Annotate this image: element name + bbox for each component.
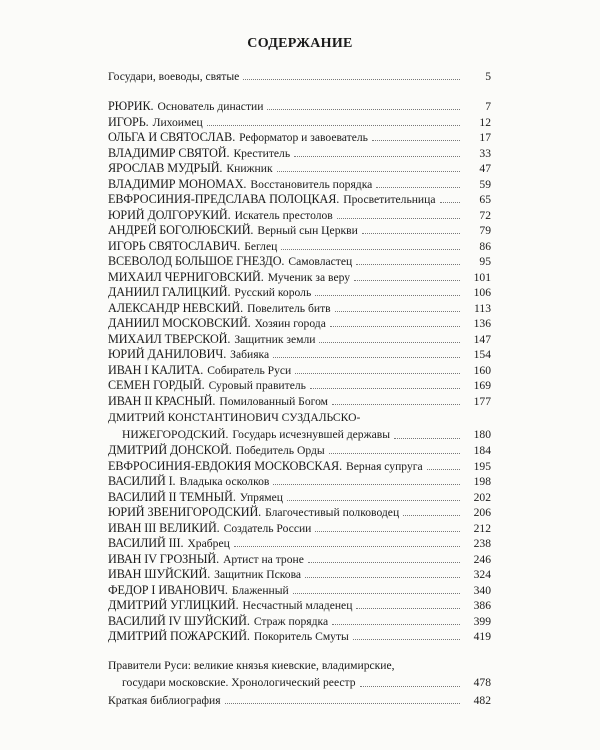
toc-entry-line [108, 673, 491, 690]
toc-entry-subtitle: Книжник [226, 162, 273, 175]
toc-entry-subtitle: Хозяин города [254, 317, 326, 330]
toc-entry-name: ВАСИЛИЙ IV ШУЙСКИЙ. [108, 613, 250, 628]
toc-entry[interactable] [108, 313, 491, 330]
toc-entry-name: СЕМЕН ГОРДЫЙ. [108, 378, 205, 392]
toc-entry[interactable] [108, 267, 491, 284]
toc-entry[interactable] [108, 127, 491, 144]
toc-page-number: 5 [485, 70, 491, 83]
dot-leader [207, 124, 460, 126]
toc-page-number: 79 [479, 224, 491, 237]
toc-page-number: 95 [479, 255, 491, 268]
toc-entry[interactable] [108, 96, 491, 113]
toc-entry[interactable] [108, 329, 491, 346]
toc-entry-text: Правители Руси: великие князья киевские, владимирские, [108, 658, 395, 672]
toc-page-number: 59 [479, 177, 491, 191]
toc-page-number: 72 [479, 208, 491, 222]
toc-entry[interactable] [108, 471, 491, 488]
dot-leader [295, 372, 460, 374]
dot-leader [353, 638, 460, 640]
dot-leader [354, 279, 460, 281]
dot-leader [394, 438, 460, 439]
dot-leader [281, 248, 460, 250]
toc-entry-text: государи московские. Хронологический реестр [122, 675, 356, 689]
toc-page-number: 202 [473, 490, 491, 504]
dot-leader [243, 78, 460, 80]
toc-page-number: 238 [473, 537, 491, 550]
toc-entry-subtitle: Государь исчезнувшей державы [232, 428, 390, 441]
dot-leader [330, 325, 460, 327]
toc-entry-subtitle: Артист на троне [223, 552, 304, 566]
toc-entry-name: НИЖЕГОРОДСКИЙ. [122, 428, 229, 441]
toc-entry-name: ДМИТРИЙ ПОЖАРСКИЙ. [108, 629, 250, 643]
toc-entry-name: ИВАН III ВЕЛИКИЙ. [108, 520, 220, 535]
toc-entry-name: ЯРОСЛАВ МУДРЫЙ. [108, 161, 223, 175]
toc-entry[interactable] [108, 626, 491, 643]
toc-page-number: 399 [473, 614, 491, 628]
toc-entry-name: ОЛЬГА И СВЯТОСЛАВ. [108, 130, 236, 144]
toc-entry-name: ВСЕВОЛОД БОЛЬШОЕ ГНЕЗДО. [108, 254, 285, 268]
toc-entry-text: Краткая библиография [108, 693, 221, 707]
toc-entry-name: ВЛАДИМИР СВЯТОЙ. [108, 145, 230, 160]
toc-page-number: 65 [479, 193, 491, 206]
toc-entry-subtitle: Храбрец [187, 537, 230, 550]
dot-leader [362, 232, 460, 234]
page-title: СОДЕРЖАНИЕ [247, 36, 353, 51]
dot-leader [308, 561, 460, 563]
toc-entry[interactable] [108, 391, 491, 408]
toc-entry[interactable] [108, 174, 491, 191]
toc-entry-subtitle: Русский король [234, 286, 312, 299]
toc-page-number: 86 [479, 239, 491, 253]
dot-leader [356, 263, 460, 265]
toc-entry-name: МИХАИЛ ЧЕРНИГОВСКИЙ. [108, 269, 264, 284]
toc-entry[interactable] [108, 344, 491, 361]
dot-leader [293, 592, 460, 594]
toc-entry[interactable] [108, 360, 491, 377]
toc-entry-subtitle: Суровый правитель [208, 379, 306, 392]
toc-entry-subtitle: Создатель России [223, 521, 312, 535]
toc-entry[interactable] [108, 298, 491, 315]
toc-entry-name: ИВАН ШУЙСКИЙ. [108, 567, 211, 581]
dot-leader [319, 341, 460, 343]
toc-entry-name: ВАСИЛИЙ III. [108, 536, 184, 550]
toc-page-number: 147 [473, 332, 491, 346]
dot-leader [360, 686, 460, 687]
toc-entry[interactable] [108, 220, 491, 237]
toc-entry[interactable] [108, 690, 491, 707]
toc-entry[interactable] [108, 205, 491, 222]
toc-page-number: 195 [473, 459, 491, 473]
toc-entry-name: ЮРИЙ ДОЛГОРУКИЙ. [108, 207, 231, 222]
toc-page-number: 184 [473, 444, 491, 457]
toc-entry-name: ИВАН IV ГРОЗНЫЙ. [108, 551, 220, 566]
dot-leader [315, 294, 460, 296]
toc-entry-name: ИГОРЬ СВЯТОСЛАВИЧ. [108, 238, 241, 253]
toc-entry-subtitle: Победитель Орды [235, 444, 325, 457]
toc-entry-subtitle: Защитник Пскова [214, 568, 302, 581]
dot-leader [337, 217, 460, 219]
toc-entry-name: ВАСИЛИЙ II ТЕМНЫЙ. [108, 489, 236, 504]
toc-entry-line [108, 408, 491, 425]
toc-entry-line [108, 656, 491, 673]
toc-page-number: 206 [473, 506, 491, 519]
dot-leader [234, 545, 460, 547]
toc-page-number: 198 [473, 475, 491, 488]
toc-entry-name: ВАСИЛИЙ I. [108, 474, 176, 488]
toc-entry-name: ФЕДОР I ИВАНОВИЧ. [108, 582, 228, 597]
dot-leader [332, 403, 460, 405]
toc-entry-subtitle: Блаженный [231, 583, 289, 597]
toc-entry-title [108, 70, 239, 83]
dot-leader [403, 514, 460, 516]
toc-entry[interactable] [108, 580, 491, 597]
toc-entry-subtitle: Верная супруга [346, 459, 423, 473]
toc-entry-subtitle: Забияка [230, 348, 270, 361]
toc-entry-title [108, 694, 221, 707]
toc-entry[interactable] [108, 189, 491, 206]
toc-entry-name: МИХАИЛ ТВЕРСКОЙ. [108, 331, 231, 346]
toc-entry[interactable] [108, 502, 491, 519]
toc-entry-subtitle: Верный сын Церкви [257, 224, 358, 237]
toc-entry[interactable] [108, 533, 491, 550]
toc-entry-subtitle: Страж порядка [253, 614, 329, 628]
toc-page-number: 33 [479, 146, 491, 160]
toc-entry[interactable] [108, 595, 491, 612]
toc-entry[interactable] [108, 611, 491, 628]
dot-leader [440, 201, 461, 203]
toc-entry[interactable] [108, 440, 491, 457]
toc-entry-subtitle: Упрямец [239, 490, 283, 504]
toc-page-number: 106 [473, 286, 491, 299]
toc-entry[interactable] [108, 487, 491, 504]
dot-leader [329, 452, 460, 454]
toc-page-number: 386 [473, 599, 491, 612]
dot-leader [315, 530, 460, 532]
toc-page-number: 47 [479, 162, 491, 175]
toc-entry-name: ЮРИЙ ДАНИЛОВИЧ. [108, 347, 227, 361]
dot-leader [305, 576, 460, 578]
toc-page-number: 419 [473, 630, 491, 643]
toc-entry-name: ДАНИИЛ ГАЛИЦКИЙ. [108, 285, 231, 299]
toc-page-number: 17 [479, 131, 491, 144]
toc-entry[interactable] [108, 66, 491, 83]
toc-entry[interactable] [108, 456, 491, 473]
toc-entry-subtitle: Помилованный Богом [219, 394, 329, 408]
toc-page-number: 212 [473, 521, 491, 535]
dot-leader [273, 483, 460, 485]
toc-entry-appendix[interactable] [108, 656, 491, 690]
toc-entry-wrapped[interactable] [108, 408, 491, 442]
toc-entry-name: ЕВФРОСИНИЯ-ЕВДОКИЯ МОСКОВСКАЯ. [108, 458, 343, 473]
toc-entry-subtitle: Восстановитель порядка [250, 177, 373, 191]
toc-page-number: 478 [473, 675, 491, 689]
toc-entry-name: ВЛАДИМИР МОНОМАХ. [108, 176, 247, 191]
toc-entry[interactable] [108, 518, 491, 535]
toc-entry-subtitle: Покоритель Смуты [253, 630, 349, 643]
toc-entry-title [108, 630, 349, 643]
toc-page-number: 12 [479, 115, 491, 129]
toc-entry-name: ИГОРЬ. [108, 114, 149, 129]
toc-entry-subtitle: Владыка осколков [179, 475, 270, 488]
toc-entry-name: ДМИТРИЙ КОНСТАНТИНОВИЧ СУЗДАЛЬСКО- [108, 411, 361, 424]
toc-entry-name: ЕВФРОСИНИЯ-ПРЕДСЛАВА ПОЛОЦКАЯ. [108, 192, 340, 206]
toc-entry[interactable] [108, 236, 491, 253]
toc-entry[interactable] [108, 564, 491, 581]
toc-entry-subtitle: Искатель престолов [234, 208, 333, 222]
toc-page-number: 160 [473, 363, 491, 377]
dot-leader [427, 468, 460, 470]
toc-entry-name: ИВАН I КАЛИТА. [108, 362, 204, 377]
toc-page-number: 324 [473, 568, 491, 581]
dot-leader [273, 356, 460, 358]
toc-page-number: 7 [485, 100, 491, 113]
toc-entry-subtitle: Беглец [244, 239, 278, 253]
toc-entry-title [108, 395, 328, 408]
toc-entry-subtitle: Основатель династии [157, 100, 264, 113]
dot-leader [267, 108, 460, 110]
toc-entry[interactable] [108, 282, 491, 299]
toc-entry-name: РЮРИК. [108, 99, 154, 113]
toc-entry-name: АНДРЕЙ БОГОЛЮБСКИЙ. [108, 223, 254, 237]
toc-entry-subtitle: Повелитель битв [247, 301, 331, 315]
toc-entry-name: ИВАН II КРАСНЫЙ. [108, 393, 216, 408]
toc-entry-subtitle: Лихоимец [152, 115, 203, 129]
toc-page-number: 246 [473, 552, 491, 566]
toc-entry-subtitle: Креститель [233, 146, 291, 160]
toc-page-number: 177 [473, 394, 491, 408]
toc-entry-subtitle: Просветительница [343, 193, 436, 206]
toc-page-number: 180 [473, 428, 491, 441]
toc-entry[interactable] [108, 158, 491, 175]
toc-entry-name: ДАНИИЛ МОСКОВСКИЙ. [108, 316, 251, 330]
toc-page-number: 136 [473, 317, 491, 330]
toc-entry[interactable] [108, 112, 491, 129]
dot-leader [310, 387, 460, 389]
dot-leader [294, 155, 460, 157]
toc-entry-subtitle: Защитник земли [234, 332, 316, 346]
toc-entry-subtitle: Несчастный младенец [242, 599, 353, 612]
toc-page-number: 340 [473, 583, 491, 597]
toc-page-number: 154 [473, 348, 491, 361]
toc-entry[interactable] [108, 143, 491, 160]
dot-leader [356, 607, 460, 609]
toc-page-number: 113 [474, 301, 491, 315]
toc-entry-name: ЮРИЙ ЗВЕНИГОРОДСКИЙ. [108, 505, 262, 519]
dot-leader [376, 186, 460, 188]
toc-entry-name: АЛЕКСАНДР НЕВСКИЙ. [108, 300, 244, 315]
dot-leader [335, 310, 460, 312]
toc-entry[interactable] [108, 549, 491, 566]
toc-entry-name: ДМИТРИЙ ДОНСКОЙ. [108, 443, 232, 457]
dot-leader [332, 623, 460, 625]
toc-entry-subtitle: Самовластец [288, 255, 353, 268]
toc-entry-text: Государи, воеводы, святые [108, 70, 240, 83]
dot-leader [287, 499, 460, 501]
toc-entry[interactable] [108, 375, 491, 392]
toc-entry-subtitle: Собиратель Руси [207, 363, 292, 377]
toc-entry[interactable] [108, 251, 491, 268]
dot-leader [225, 702, 460, 704]
toc-entry-subtitle: Реформатор и завоеватель [239, 131, 368, 144]
toc-entry-subtitle: Мученик за веру [267, 270, 351, 284]
toc-entry-subtitle: Благочестивый полководец [265, 506, 400, 519]
toc-entry-name: ДМИТРИЙ УГЛИЦКИЙ. [108, 598, 239, 612]
toc-page-number: 482 [473, 693, 491, 707]
toc-page-number: 101 [473, 270, 491, 284]
toc-page-number: 169 [473, 379, 491, 392]
dot-leader [372, 139, 460, 141]
dot-leader [277, 170, 460, 172]
